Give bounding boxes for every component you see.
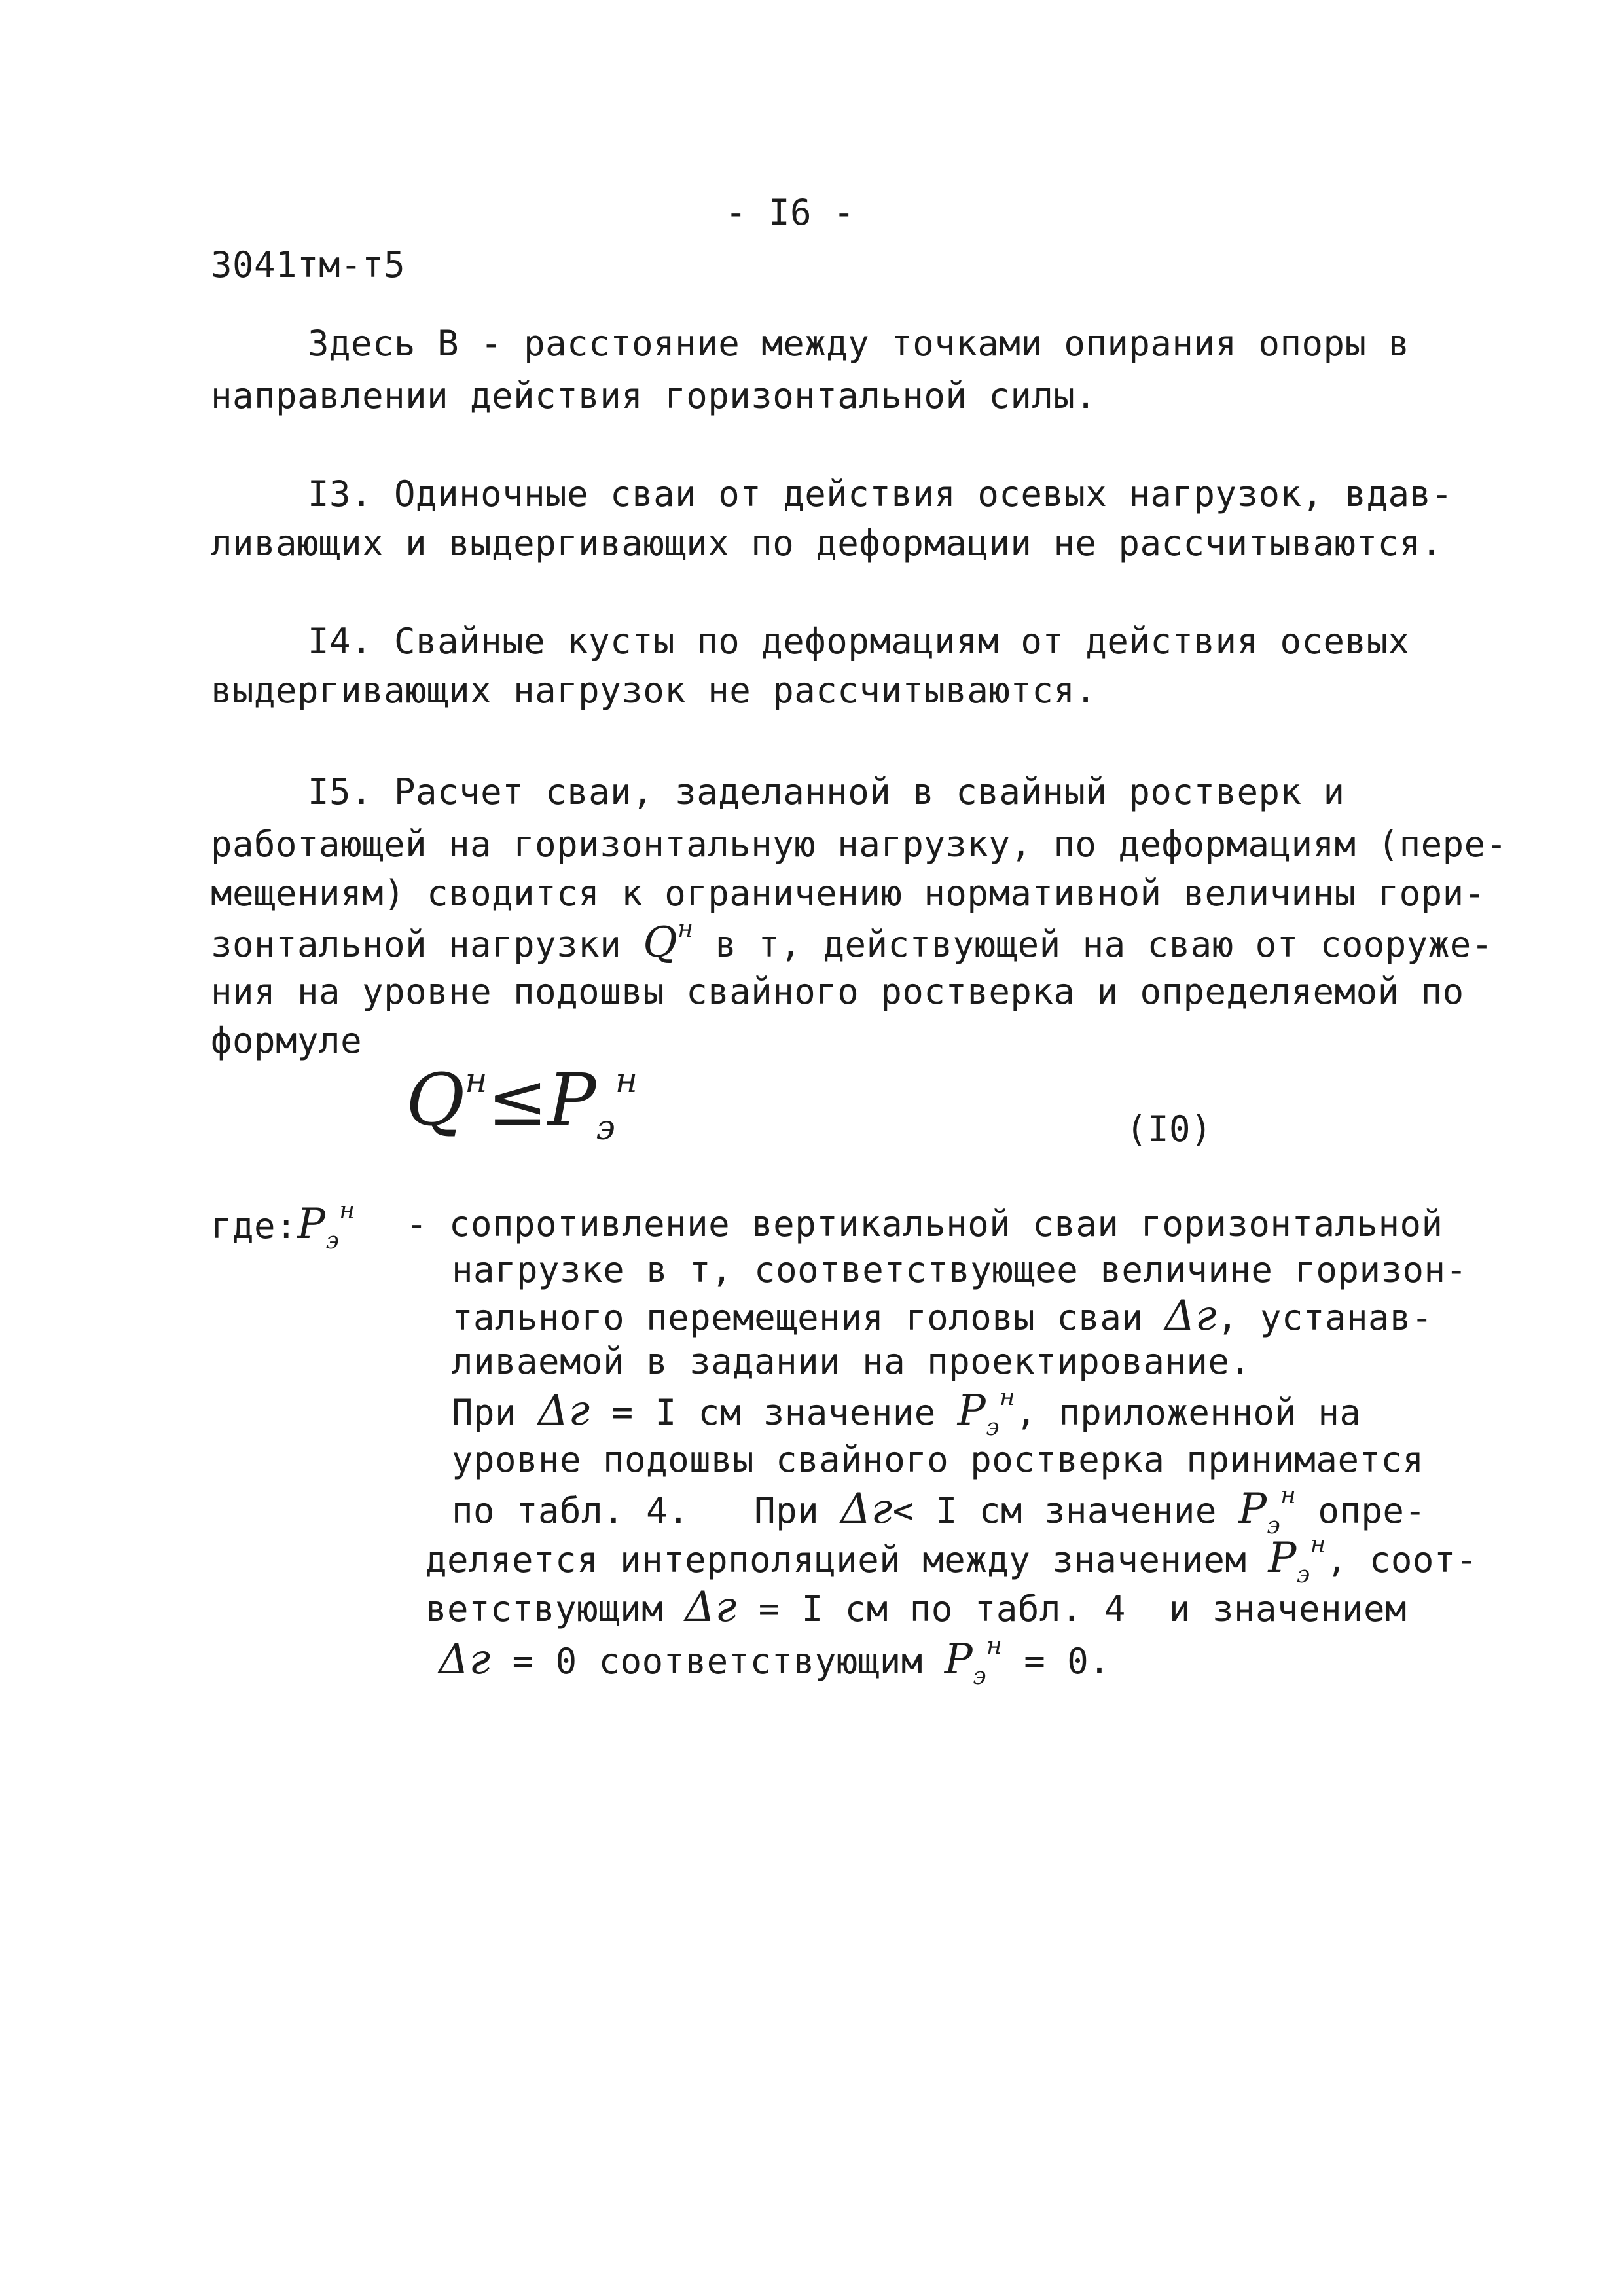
text-segment: по табл. 4. При <box>452 1490 841 1531</box>
where-line-1: - сопротивление вертикальной сваи горизонтальной <box>406 1203 1443 1245</box>
paragraph-15-line-1: I5. Расчет сваи, заделанной в свайный ростверк и <box>308 771 1345 812</box>
q-superscript: н <box>677 916 694 943</box>
p-subscript: э <box>1267 1512 1281 1539</box>
q-symbol: Q <box>643 919 678 967</box>
text-segment: = 0. <box>1002 1641 1111 1682</box>
text-segment: = I см значение <box>590 1392 958 1433</box>
p-subscript: э <box>973 1663 987 1690</box>
p-subscript: э <box>1296 1561 1310 1588</box>
page-number: - I6 - <box>725 192 856 233</box>
document-code: 3041тм-т5 <box>211 244 406 285</box>
paragraph-b-line-1: Здесь В - расстояние между точками опирания опоры в <box>308 323 1410 364</box>
p-symbol: P <box>1268 1534 1297 1582</box>
text-segment: = I см по табл. 4 и значением <box>736 1588 1407 1630</box>
text-segment: При <box>452 1392 539 1433</box>
where-line-2: нагрузке в т, соответствующее величине горизон- <box>452 1249 1468 1290</box>
text-segment: ветствующим <box>425 1588 685 1630</box>
p-symbol: P <box>957 1387 986 1435</box>
p-symbol: P <box>1238 1485 1267 1533</box>
where-label <box>211 1197 355 1254</box>
p-superscript: н <box>339 1197 355 1224</box>
p-subscript: э <box>325 1228 340 1254</box>
where-line-10 <box>439 1633 1111 1690</box>
formula-10 <box>406 1057 638 1156</box>
p-symbol: P <box>297 1200 326 1248</box>
formula-q: Q <box>406 1058 465 1142</box>
delta-r-symbol: Δг <box>1164 1292 1217 1340</box>
paragraph-14-line-2: выдергивающих нагрузок не рассчитываются. <box>211 670 1097 711</box>
text-segment: в т, действующей на сваю от сооруже- <box>693 924 1493 965</box>
text-segment: , соот- <box>1326 1539 1477 1580</box>
text-segment: , приложенной на <box>1015 1392 1362 1433</box>
text-segment: опре- <box>1296 1490 1426 1531</box>
text-segment: < I см значение <box>892 1490 1238 1531</box>
formula-p-superscript: н <box>615 1061 638 1101</box>
where-line-7 <box>452 1482 1426 1539</box>
text-segment: зонтальной нагрузки <box>211 924 643 965</box>
paragraph-15-line-2: работающей на горизонтальную нагрузку, по деформациям (пере- <box>211 824 1507 865</box>
p-superscript: н <box>1280 1482 1297 1509</box>
delta-r-symbol: Δг <box>840 1485 893 1533</box>
formula-q-superscript: н <box>465 1061 488 1101</box>
where-line-5 <box>452 1384 1362 1441</box>
formula-p-subscript: э <box>596 1108 615 1148</box>
text-segment: деляется интерполяцией между значением <box>425 1539 1269 1580</box>
text-segment: = 0 соответствующим <box>490 1641 945 1682</box>
paragraph-15-line-3: мещениям) сводится к ограничению нормативной величины гори- <box>211 873 1486 914</box>
where-line-8 <box>425 1531 1477 1588</box>
formula-le-sign: ≤ <box>487 1058 548 1142</box>
where-line-6: уровне подошвы свайного ростверка принимается <box>452 1439 1424 1480</box>
delta-r-symbol: Δг <box>439 1635 491 1684</box>
where-line-4: ливаемой в задании на проектирование. <box>452 1341 1252 1382</box>
text-segment: тального перемещения головы сваи <box>452 1297 1165 1338</box>
p-superscript: н <box>986 1633 1003 1660</box>
p-symbol: P <box>944 1635 973 1684</box>
p-superscript: н <box>1000 1384 1016 1411</box>
formula-p: P <box>547 1058 596 1142</box>
paragraph-13-line-1: I3. Одиночные сваи от действия осевых нагрузок, вдав- <box>308 473 1453 515</box>
delta-r-symbol: Δг <box>685 1583 737 1631</box>
paragraph-15-line-4 <box>211 916 1493 972</box>
delta-r-symbol: Δг <box>538 1387 590 1435</box>
paragraph-13-line-2: ливающих и выдергивающих по деформации не рассчитываются. <box>211 522 1443 564</box>
paragraph-15-line-6: формуле <box>211 1020 363 1061</box>
p-superscript: н <box>1310 1531 1326 1558</box>
paragraph-b-line-2: направлении действия горизонтальной силы. <box>211 375 1097 416</box>
p-subscript: э <box>986 1414 1000 1441</box>
where-line-9 <box>425 1584 1407 1632</box>
formula-number: (I0) <box>1126 1108 1213 1150</box>
text-segment: , устанав- <box>1216 1297 1434 1338</box>
where-line-3 <box>452 1293 1433 1341</box>
paragraph-15-line-5: ния на уровне подошвы свайного ростверка и определяемой по <box>211 971 1464 1012</box>
paragraph-14-line-1: I4. Свайные кусты по деформациям от действия осевых <box>308 621 1410 662</box>
text-segment: где: <box>211 1205 298 1247</box>
